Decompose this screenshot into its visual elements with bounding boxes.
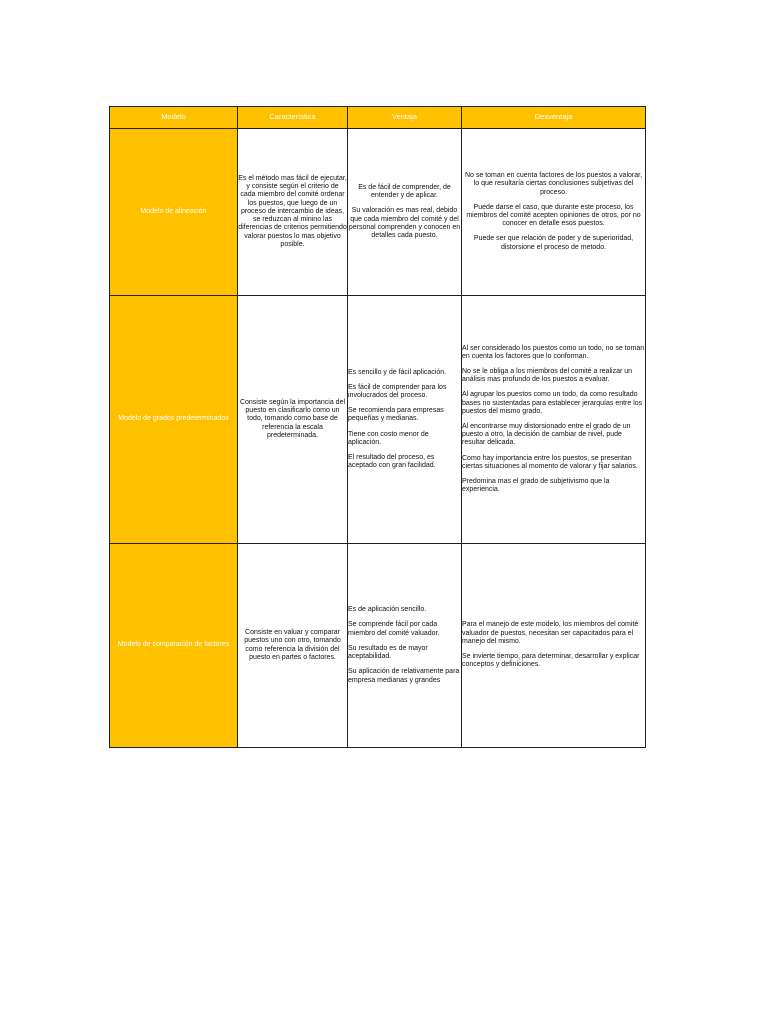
disadvantage-item: Puede ser que relación de poder y de superioridad, distorsione el proceso de metodo. bbox=[473, 235, 634, 251]
characteristic-cell: Consiste en valuar y comparar puestos uno con otro, tomando como referencia la división del puesto en partes o factores. bbox=[238, 544, 348, 748]
advantage-item: Se recomienda para empresas pequeñas y medianas. bbox=[348, 407, 444, 423]
advantage-item: Es de fácil de comprender, de entender y de aplicar. bbox=[358, 183, 451, 200]
advantage-item: Es fácil de comprender para los involucrados del proceso. bbox=[348, 383, 447, 399]
advantage-item: Su valoración es mas real, debido que cada miembro del comité y del personal comprenden y conocen en detalles cada puesto. bbox=[348, 207, 461, 239]
comparison-table bbox=[109, 106, 646, 748]
header-modelo: Modelo bbox=[110, 107, 238, 129]
advantage-item: Se comprende fácil por cada miembro del comité valuador. bbox=[348, 621, 440, 637]
disadvantage-item: Para el manejo de este modelo, los miembros del comité valuador de puestos, necesitan ser capacitados para el manejo del mismo. bbox=[462, 621, 639, 645]
disadvantage-cell bbox=[462, 296, 646, 544]
header-desventaja: Desventaja bbox=[462, 107, 646, 129]
disadvantage-item: Como hay importancia entre los puestos, se presentan ciertas situaciones al momento de valorar y fijar salarios. bbox=[462, 454, 638, 470]
disadvantage-item: Se invierte tiempo, para determinar, desarrollar y explicar conceptos y definiciones. bbox=[462, 653, 640, 669]
characteristic-cell: Es el método mas fácil de ejecutar, y consiste según el criterio de cada miembro del comité ordenar los puestos, que luego de un proceso de intercambio de ideas, se reduzcan al minino las diferencias de criterios permitiendo valorar puestos lo mas objetivo posible. bbox=[238, 129, 348, 296]
model-name-cell: Modelo de comparación de factores bbox=[110, 544, 238, 748]
advantage-item: Es de aplicación sencillo. bbox=[348, 606, 427, 614]
advantage-item: Su resultado es de mayor aceptabilidad. bbox=[348, 644, 428, 661]
disadvantage-item: Puede darse el caso, que durante este proceso, los miembros del comité acepten opiniones de otros, por no conocer en detalle esos puestos. bbox=[466, 203, 641, 228]
header-ventaja: Ventaja bbox=[348, 107, 462, 129]
advantage-item: El resultado del proceso, es aceptado con gran facilidad. bbox=[348, 454, 436, 470]
table-row bbox=[110, 544, 646, 748]
disadvantage-item: Al encontrarse muy distorsionado entre el grado de un puesto a otro, la decisión de cambiar de nivel, pude resultar delicada. bbox=[462, 423, 631, 447]
model-name-cell: Modelo de alineación bbox=[110, 129, 238, 296]
disadvantage-item: No se le obliga a los miembros del comité a realizar un análisis mas profundo de los puestos a evaluar. bbox=[462, 367, 633, 384]
disadvantage-item: No se toman en cuenta factores de los puestos a valorar, lo que resultaría ciertas conclusiones subjetivas del proceso. bbox=[464, 172, 643, 196]
disadvantage-item: Al ser considerado los puestos como un todo, no se toman en cuenta los factores que lo conforman. bbox=[462, 344, 645, 360]
disadvantage-cell bbox=[462, 544, 646, 748]
model-name-cell: Modelo de grados predeterminados bbox=[110, 296, 238, 544]
characteristic-cell: Consiste según la importancia del puesto en clasificarlo como un todo, tomando como base de referencia la escala predeterminada. bbox=[238, 296, 348, 544]
advantage-cell bbox=[348, 544, 462, 748]
table-row bbox=[110, 296, 646, 544]
advantage-item: Tiene con costo menor de aplicación. bbox=[348, 430, 429, 446]
advantage-cell bbox=[348, 129, 462, 296]
header-caracteristica: Característica bbox=[238, 107, 348, 129]
advantage-cell bbox=[348, 296, 462, 544]
advantage-item: Es sencillo y de fácil aplicación. bbox=[348, 368, 447, 376]
header-row bbox=[110, 107, 646, 129]
disadvantage-item: Predomina mas el grado de subjetivismo que la experiencia. bbox=[462, 478, 610, 494]
table-row bbox=[110, 129, 646, 296]
disadvantage-cell bbox=[462, 129, 646, 296]
disadvantage-item: Al agrupar los puestos como un todo, da como resultado bases no sustentadas para establecer jerarquías entre los puestos del mismo grado. bbox=[462, 391, 643, 415]
advantage-item: Su aplicación de relativamente para empresa medianas y grandes bbox=[348, 668, 460, 684]
